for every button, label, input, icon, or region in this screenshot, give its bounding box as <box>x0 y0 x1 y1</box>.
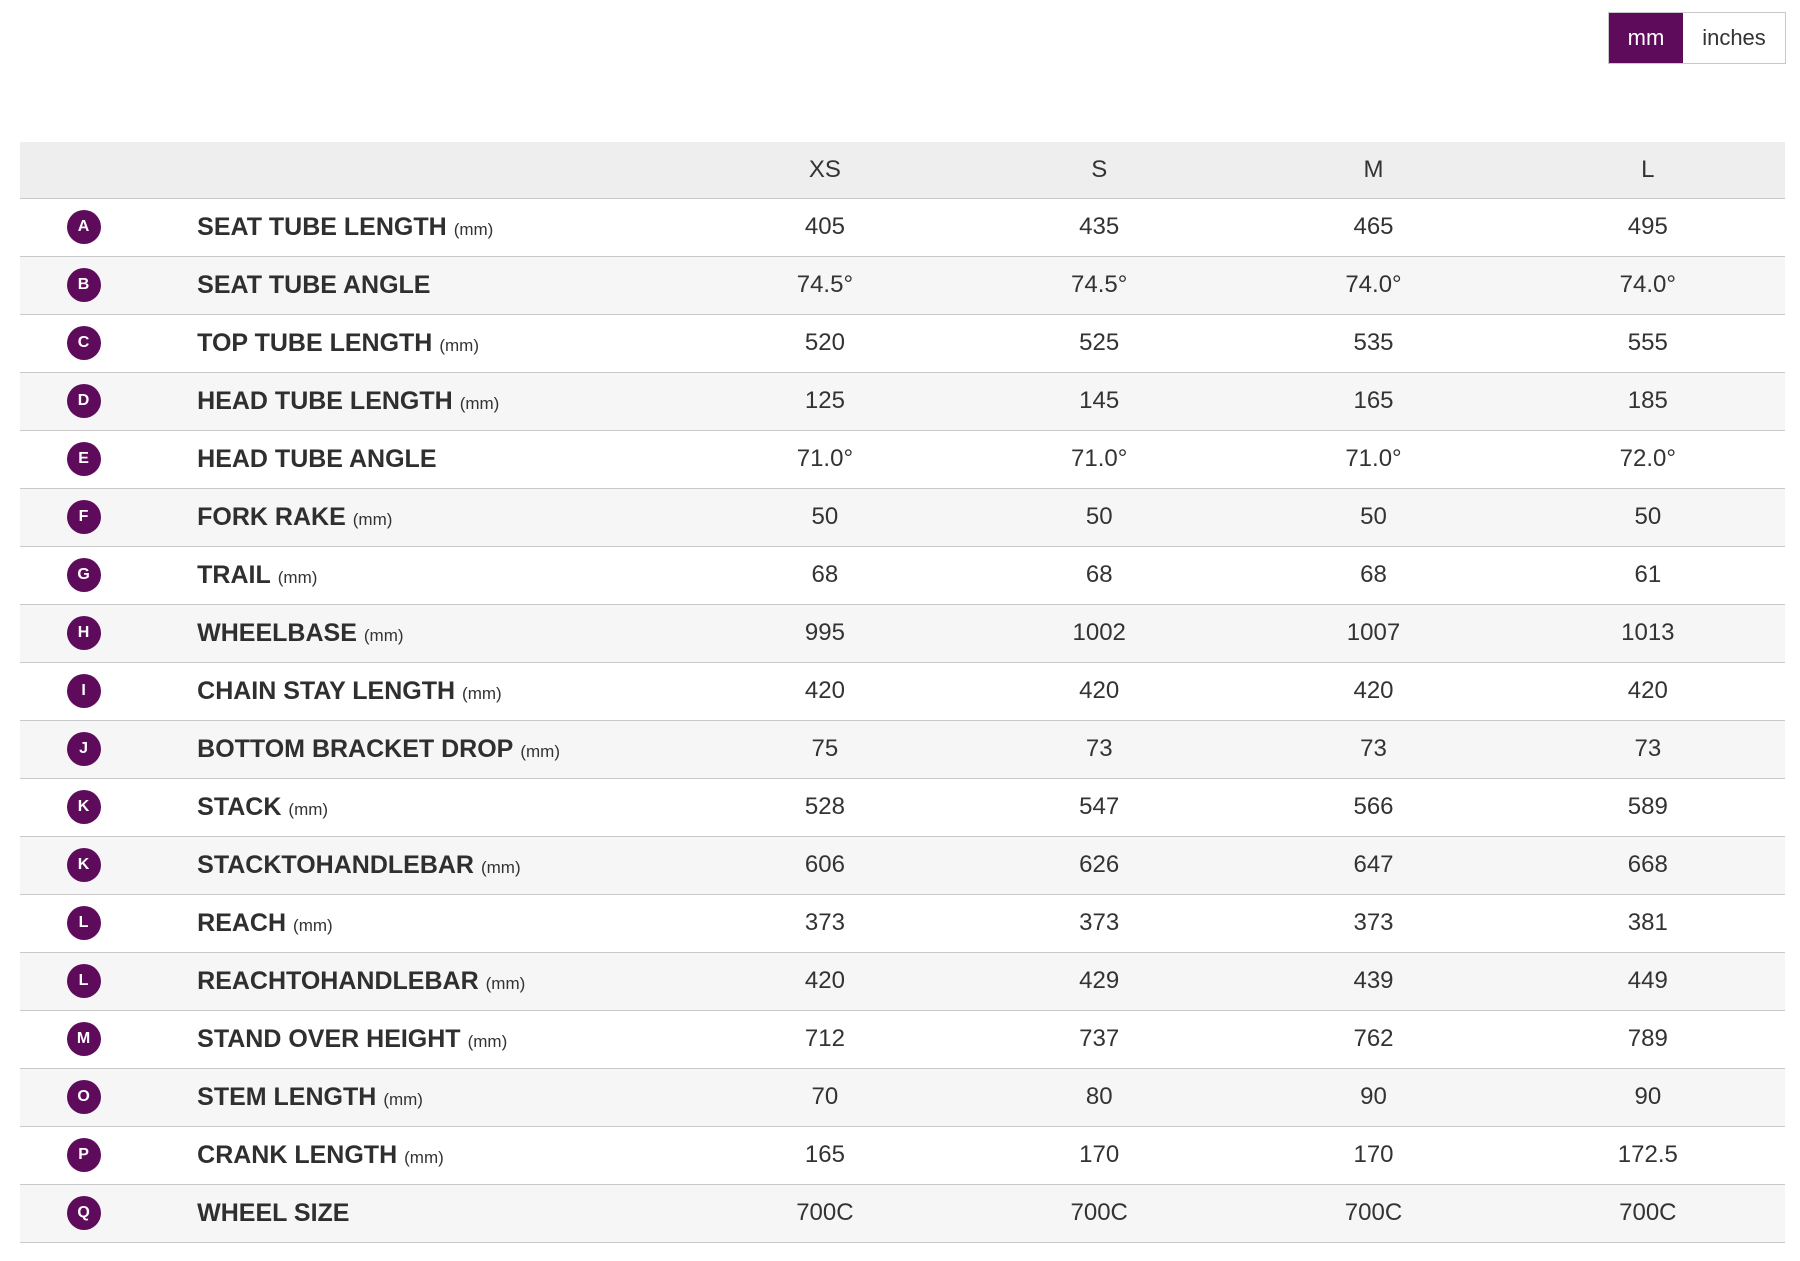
value-cell-m: 68 <box>1360 561 1387 588</box>
measurement-name-cell <box>147 198 688 256</box>
measurement-name-cell <box>147 836 688 894</box>
measurement-letter-badge: L <box>67 964 101 998</box>
value-cell-s: 420 <box>1079 677 1120 704</box>
measurement-name: HEAD TUBE LENGTH <box>197 386 453 415</box>
unit-mm-button[interactable]: mm <box>1609 13 1683 63</box>
table-row <box>20 662 1785 720</box>
value-cell-l: 495 <box>1627 213 1668 240</box>
column-header-s: S <box>962 142 1236 198</box>
letter-cell <box>20 314 147 372</box>
value-cell-s: 145 <box>1079 387 1120 414</box>
value-cell-xs: 373 <box>804 909 845 936</box>
measurement-unit: (mm) <box>453 219 494 239</box>
letter-cell <box>20 198 147 256</box>
value-cell-m: 762 <box>1353 1025 1394 1052</box>
value-cell-m: 165 <box>1353 387 1394 414</box>
measurement-letter-badge: P <box>67 1138 101 1172</box>
value-cell-s: 68 <box>1085 561 1113 588</box>
table-row <box>20 1010 1785 1068</box>
measurement-unit: (mm) <box>480 857 521 877</box>
value-cell-xs: 528 <box>804 793 845 820</box>
value-cell-s: 700C <box>1070 1199 1128 1226</box>
measurement-letter-badge: G <box>67 558 101 592</box>
value-cell-m: 74.0° <box>1345 271 1402 298</box>
value-cell-l: 90 <box>1634 1083 1662 1110</box>
value-cell-s: 73 <box>1085 735 1113 762</box>
value-cell-s: 373 <box>1079 909 1120 936</box>
value-cell-l: 1013 <box>1621 619 1675 646</box>
measurement-name: WHEEL SIZE <box>197 1198 350 1227</box>
value-cell-m: 439 <box>1353 967 1394 994</box>
value-cell-l: 61 <box>1634 561 1662 588</box>
measurement-name-cell <box>147 1010 688 1068</box>
measurement-name-cell <box>147 488 688 546</box>
measurement-letter-badge: M <box>67 1022 101 1056</box>
unit-inches-button[interactable]: inches <box>1683 13 1785 63</box>
value-cell-l: 172.5 <box>1617 1141 1678 1168</box>
measurement-letter-badge: O <box>67 1080 101 1114</box>
geometry-table <box>20 142 1785 1243</box>
value-cell-l: 555 <box>1627 329 1668 356</box>
table-row <box>20 1068 1785 1126</box>
measurement-letter-badge: J <box>67 732 101 766</box>
letter-cell <box>20 1126 147 1184</box>
table-row <box>20 1184 1785 1242</box>
value-cell-xs: 420 <box>804 967 845 994</box>
value-cell-s: 626 <box>1079 851 1120 878</box>
measurement-letter-badge: E <box>67 442 101 476</box>
measurement-unit: (mm) <box>288 799 329 819</box>
letter-cell <box>20 662 147 720</box>
value-cell-xs: 68 <box>811 561 839 588</box>
measurement-name-cell <box>147 546 688 604</box>
measurement-name: STACK <box>197 792 282 821</box>
measurement-letter-badge: A <box>67 210 101 244</box>
letter-cell <box>20 1184 147 1242</box>
value-cell-xs: 125 <box>804 387 845 414</box>
letter-cell <box>20 1010 147 1068</box>
measurement-unit: (mm) <box>363 625 404 645</box>
measurement-letter-badge: B <box>67 268 101 302</box>
measurement-name-cell <box>147 1184 688 1242</box>
value-cell-l: 74.0° <box>1619 271 1676 298</box>
measurement-unit: (mm) <box>404 1147 444 1167</box>
value-cell-l: 72.0° <box>1619 445 1676 472</box>
column-header-l: L <box>1511 142 1785 198</box>
value-cell-s: 547 <box>1079 793 1120 820</box>
value-cell-xs: 520 <box>804 329 845 356</box>
measurement-letter-badge: L <box>67 906 101 940</box>
measurement-name: REACHTOHANDLEBAR <box>197 966 479 995</box>
value-cell-xs: 712 <box>804 1025 845 1052</box>
table-row <box>20 604 1785 662</box>
measurement-name: SEAT TUBE LENGTH <box>197 212 447 241</box>
measurement-name: STEM LENGTH <box>197 1082 377 1111</box>
value-cell-s: 74.5° <box>1071 271 1128 298</box>
value-cell-l: 185 <box>1627 387 1668 414</box>
table-row <box>20 430 1785 488</box>
letter-cell <box>20 894 147 952</box>
value-cell-m: 535 <box>1353 329 1394 356</box>
measurement-name: BOTTOM BRACKET DROP <box>197 734 514 763</box>
value-cell-m: 465 <box>1353 213 1394 240</box>
value-cell-m: 373 <box>1353 909 1394 936</box>
value-cell-m: 420 <box>1353 677 1394 704</box>
measurement-name: STACKTOHANDLEBAR <box>197 850 474 879</box>
table-body <box>20 198 1785 1242</box>
measurement-unit: (mm) <box>293 915 333 935</box>
value-cell-l: 50 <box>1634 503 1662 530</box>
measurement-name: STAND OVER HEIGHT <box>197 1024 461 1053</box>
value-cell-m: 1007 <box>1346 619 1401 646</box>
value-cell-s: 435 <box>1079 213 1120 240</box>
measurement-name: TOP TUBE LENGTH <box>197 328 433 357</box>
measurement-name-cell <box>147 314 688 372</box>
value-cell-s: 737 <box>1079 1025 1120 1052</box>
table-row <box>20 894 1785 952</box>
value-cell-s: 1002 <box>1072 619 1126 646</box>
value-cell-l: 420 <box>1627 677 1668 704</box>
value-cell-s: 525 <box>1079 329 1120 356</box>
measurement-name-cell <box>147 430 688 488</box>
measurement-unit: (mm) <box>459 393 500 413</box>
measurement-unit: (mm) <box>352 509 393 529</box>
measurement-name-cell <box>147 1126 688 1184</box>
letter-cell <box>20 720 147 778</box>
value-cell-m: 90 <box>1360 1083 1387 1110</box>
value-cell-m: 50 <box>1360 503 1387 530</box>
table-row <box>20 314 1785 372</box>
measurement-name: CHAIN STAY LENGTH <box>197 676 456 705</box>
letter-cell <box>20 778 147 836</box>
measurement-unit: (mm) <box>467 1031 508 1051</box>
measurement-name: SEAT TUBE ANGLE <box>197 270 431 299</box>
value-cell-s: 80 <box>1085 1083 1113 1110</box>
header-name-blank <box>147 142 688 198</box>
table-row <box>20 720 1785 778</box>
table-row <box>20 778 1785 836</box>
measurement-unit: (mm) <box>485 973 526 993</box>
letter-cell <box>20 836 147 894</box>
measurement-letter-badge: H <box>67 616 101 650</box>
value-cell-xs: 606 <box>804 851 845 878</box>
measurement-name-cell <box>147 778 688 836</box>
measurement-name: REACH <box>197 908 287 937</box>
value-cell-l: 668 <box>1627 851 1668 878</box>
measurement-letter-badge: I <box>67 674 101 708</box>
measurement-unit: (mm) <box>383 1089 423 1109</box>
measurement-letter-badge: K <box>67 848 101 882</box>
value-cell-xs: 165 <box>804 1141 845 1168</box>
value-cell-m: 566 <box>1353 793 1394 820</box>
value-cell-m: 73 <box>1360 735 1387 762</box>
value-cell-xs: 700C <box>796 1199 854 1226</box>
measurement-name-cell <box>147 372 688 430</box>
measurement-name-cell <box>147 720 688 778</box>
value-cell-l: 381 <box>1627 909 1668 936</box>
value-cell-xs: 70 <box>811 1083 839 1110</box>
measurement-name-cell <box>147 256 688 314</box>
table-row <box>20 546 1785 604</box>
letter-cell <box>20 430 147 488</box>
table-row <box>20 372 1785 430</box>
letter-cell <box>20 488 147 546</box>
letter-cell <box>20 1068 147 1126</box>
value-cell-l: 589 <box>1627 793 1668 820</box>
table-row <box>20 256 1785 314</box>
value-cell-xs: 50 <box>811 503 839 530</box>
measurement-name-cell <box>147 604 688 662</box>
value-cell-xs: 74.5° <box>796 271 854 298</box>
letter-cell <box>20 546 147 604</box>
measurement-letter-badge: C <box>67 326 101 360</box>
measurement-letter-badge: K <box>67 790 101 824</box>
value-cell-s: 170 <box>1079 1141 1120 1168</box>
value-cell-xs: 405 <box>804 213 845 240</box>
value-cell-xs: 75 <box>811 735 839 762</box>
table-row <box>20 836 1785 894</box>
letter-cell <box>20 604 147 662</box>
letter-cell <box>20 952 147 1010</box>
value-cell-m: 170 <box>1353 1141 1394 1168</box>
table-header-row <box>20 142 1785 198</box>
value-cell-l: 700C <box>1619 1199 1677 1226</box>
measurement-letter-badge: F <box>67 500 101 534</box>
measurement-name: CRANK LENGTH <box>197 1140 398 1169</box>
value-cell-m: 71.0° <box>1345 445 1402 472</box>
measurement-letter-badge: D <box>67 384 101 418</box>
letter-cell <box>20 372 147 430</box>
table-row <box>20 952 1785 1010</box>
table-row <box>20 488 1785 546</box>
value-cell-s: 71.0° <box>1071 445 1128 472</box>
measurement-name: TRAIL <box>197 560 271 589</box>
measurement-unit: (mm) <box>277 567 318 587</box>
value-cell-l: 73 <box>1634 735 1662 762</box>
table-row <box>20 198 1785 256</box>
measurement-letter-badge: Q <box>67 1196 101 1230</box>
table-row <box>20 1126 1785 1184</box>
value-cell-l: 449 <box>1627 967 1668 994</box>
measurement-name: WHEELBASE <box>197 618 357 647</box>
measurement-unit: (mm) <box>462 683 502 703</box>
measurement-name-cell <box>147 662 688 720</box>
header-letter-blank <box>20 142 147 198</box>
unit-toggle <box>1608 12 1786 64</box>
letter-cell <box>20 256 147 314</box>
value-cell-xs: 71.0° <box>796 445 854 472</box>
column-header-m: M <box>1236 142 1510 198</box>
value-cell-m: 647 <box>1353 851 1394 878</box>
measurement-unit: (mm) <box>439 335 480 355</box>
value-cell-xs: 995 <box>804 619 845 646</box>
measurement-unit: (mm) <box>520 741 560 761</box>
measurement-name: HEAD TUBE ANGLE <box>197 444 437 473</box>
measurement-name-cell <box>147 952 688 1010</box>
value-cell-l: 789 <box>1627 1025 1668 1052</box>
measurement-name: FORK RAKE <box>197 502 346 531</box>
value-cell-m: 700C <box>1344 1199 1403 1226</box>
measurement-name-cell <box>147 894 688 952</box>
column-header-xs: XS <box>688 142 962 198</box>
value-cell-xs: 420 <box>804 677 845 704</box>
measurement-name-cell <box>147 1068 688 1126</box>
value-cell-s: 50 <box>1085 503 1113 530</box>
value-cell-s: 429 <box>1079 967 1120 994</box>
